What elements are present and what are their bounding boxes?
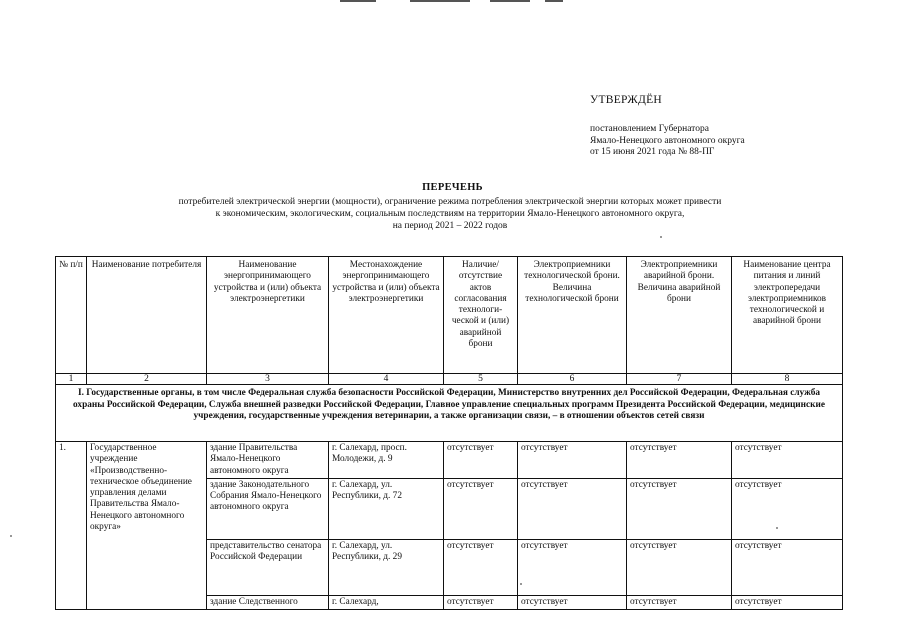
scan-speck (10, 535, 12, 537)
location-cell: г. Салехард, ул. Республики, д. 72 (329, 478, 444, 539)
scan-speck (660, 236, 662, 238)
column-header-power-center: Наименование центра питания и линий электропередачи электроприемников технологической и аварийной брони (732, 257, 843, 374)
location-cell: г. Салехард, просп. Молодежи, д. 9 (329, 442, 444, 479)
subtitle-line: потребителей электрической энергии (мощности), ограничение режима потребления электрической энергии которых может привести (178, 197, 722, 207)
tech-reserve-cell: отсутствует (518, 442, 627, 479)
scan-speck (520, 583, 522, 585)
power-center-cell: отсутствует (732, 595, 843, 609)
decree-line: от 15 июня 2021 года № 88-ПГ (590, 147, 715, 157)
column-header-location: Местонахождение энергопринимающего устройства и (или) объекта электроэнергетики (329, 257, 444, 374)
entry-number: 1. (56, 442, 87, 610)
document-title: ПЕРЕЧЕНЬ (422, 182, 483, 193)
tech-reserve-cell: отсутствует (518, 478, 627, 539)
decree-line: постановлением Губернатора (590, 124, 709, 134)
object-cell: представительство сенатора Российской Федерации (207, 539, 329, 595)
tech-reserve-cell: отсутствует (518, 595, 627, 609)
column-header-tech-reserve: Электроприемники технологической брони. Величина технологической брони (518, 257, 627, 374)
acts-cell: отсутствует (444, 478, 518, 539)
table-row (56, 442, 843, 479)
scan-top-marks (340, 0, 600, 3)
emergency-reserve-cell: отсутствует (627, 478, 732, 539)
section-title: I. Государственные органы, в том числе Федеральная служба безопасности Российской Федерации, Министерство внутренних дел Российской Федерации, Федеральная служба охраны Российской Федерации, Служба внешней разведки Российской Федерации, Главное управление специальных программ Президента Российской Федерации, медицинские учреждения, государственные учреждения ветеринарии, а также организации связи, – в отношении объектов сетей связи (56, 385, 843, 442)
column-number: 4 (329, 374, 444, 385)
column-header-emergency-reserve: Электроприемники аварийной брони. Величина аварийной брони (627, 257, 732, 374)
table-header-row (56, 257, 843, 374)
acts-cell: отсутствует (444, 539, 518, 595)
entry-consumer: Государственное учреждение «Производственно-техническое объединение управления делами Правительства Ямало-Ненецкого автономного округа» (87, 442, 207, 610)
column-number: 8 (732, 374, 843, 385)
power-center-cell: отсутствует (732, 539, 843, 595)
consumers-table (55, 256, 843, 610)
approval-stamp-title: УТВЕРЖДЁН (590, 94, 663, 106)
column-number: 3 (207, 374, 329, 385)
decree-line: Ямало-Ненецкого автономного округа (590, 135, 745, 146)
object-cell: здание Правительства Ямало-Ненецкого автономного округа (207, 442, 329, 479)
column-number: 1 (56, 374, 87, 385)
section-row (56, 385, 843, 442)
object-cell: здание Законодательного Собрания Ямало-Ненецкого автономного округа (207, 478, 329, 539)
acts-cell: отсутствует (444, 595, 518, 609)
document-subtitle (120, 196, 780, 232)
power-center-cell: отсутствует (732, 442, 843, 479)
column-header-number: № п/п (56, 257, 87, 374)
emergency-reserve-cell: отсутствует (627, 595, 732, 609)
column-number: 7 (627, 374, 732, 385)
subtitle-line: к экономическим, экологическим, социальным последствиям на территории Ямало-Ненецкого автономного округа, (215, 209, 685, 219)
subtitle-line: на период 2021 – 2022 годов (392, 221, 508, 231)
location-cell: г. Салехард, ул. Республики, д. 29 (329, 539, 444, 595)
column-header-consumer: Наименование потребителя (87, 257, 207, 374)
tech-reserve-cell: отсутствует (518, 539, 627, 595)
column-number: 5 (444, 374, 518, 385)
column-header-acts: Наличие/ отсутствие актов согласования технологи-ческой и (или) аварийной брони (444, 257, 518, 374)
emergency-reserve-cell: отсутствует (627, 442, 732, 479)
column-number: 2 (87, 374, 207, 385)
acts-cell: отсутствует (444, 442, 518, 479)
column-number: 6 (518, 374, 627, 385)
emergency-reserve-cell: отсутствует (627, 539, 732, 595)
column-number-row (56, 374, 843, 385)
column-header-object: Наименование энергопринимающего устройства и (или) объекта электроэнергетики (207, 257, 329, 374)
location-cell: г. Салехард, (329, 595, 444, 609)
power-center-cell: отсутствует (732, 478, 843, 539)
scan-speck (776, 527, 778, 529)
object-cell: здание Следственного (207, 595, 329, 609)
approval-decree (590, 124, 745, 159)
